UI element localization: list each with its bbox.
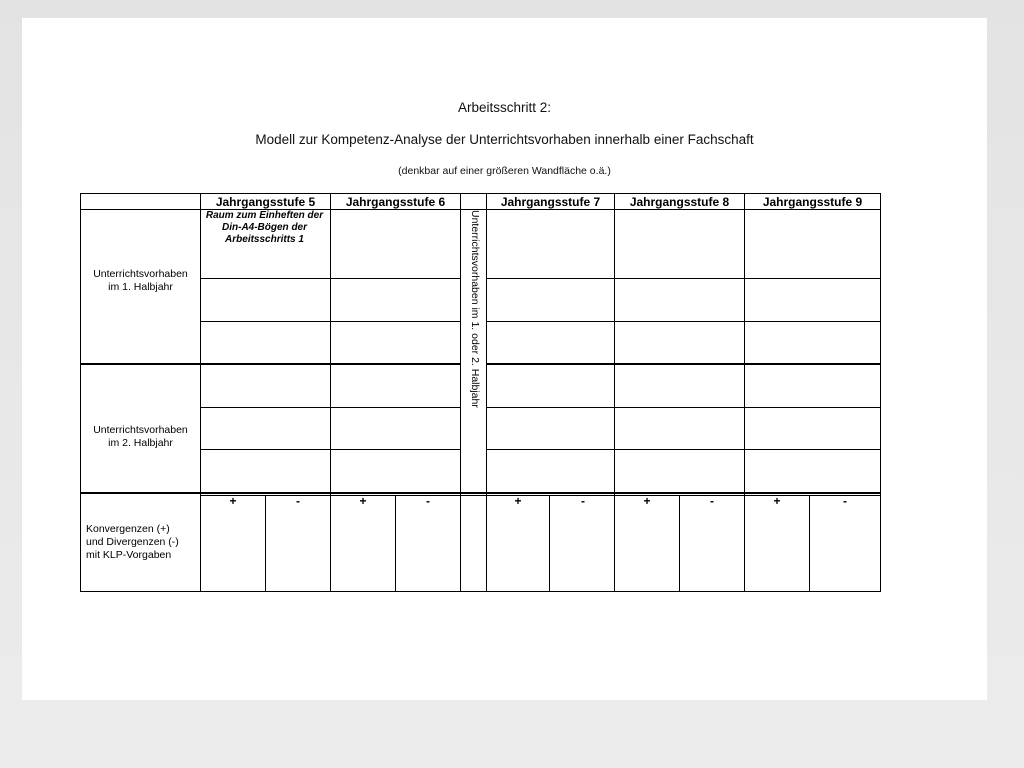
cell-note: Raum zum Einheften der Din-A4-Bögen der Arbeitsschritts 1 <box>205 210 324 245</box>
split-rule <box>549 495 550 592</box>
col-rule <box>460 193 461 592</box>
row-rule <box>486 449 881 450</box>
row-rule <box>486 407 881 408</box>
header-jahrgangsstufe-9: Jahrgangsstufe 9 <box>762 195 863 209</box>
col-rule <box>744 193 745 592</box>
competence-table <box>22 18 987 700</box>
vertical-label: Unterrichtsvorhaben im 1. oder 2. Halbjahr <box>469 210 481 408</box>
table-border-right <box>880 193 881 592</box>
minus-sign: - <box>426 494 430 508</box>
row-rule <box>486 278 881 279</box>
col-rule <box>330 193 331 592</box>
minus-sign: - <box>581 494 585 508</box>
row-rule <box>486 321 881 322</box>
plus-sign: + <box>359 494 367 508</box>
main-title: Modell zur Kompetenz-Analyse der Unterrichtsvorhaben innerhalb einer Fachschaft <box>255 132 754 147</box>
minus-sign: - <box>710 494 714 508</box>
row-label-halbjahr-1: Unterrichtsvorhaben im 1. Halbjahr <box>93 268 188 293</box>
plus-sign: + <box>643 494 651 508</box>
header-jahrgangsstufe-8: Jahrgangsstufe 8 <box>629 195 730 209</box>
split-rule <box>395 495 396 592</box>
split-rule <box>809 495 810 592</box>
step-title: Arbeitsschritt 2: <box>457 100 552 115</box>
plus-sign: + <box>514 494 522 508</box>
document-page <box>22 18 987 700</box>
plus-sign: + <box>773 494 781 508</box>
row-label-konvergenzen: Konvergenzen (+) und Divergenzen (-) mit KLP-Vorgaben <box>86 523 179 561</box>
col-rule <box>200 193 201 592</box>
header-jahrgangsstufe-5: Jahrgangsstufe 5 <box>215 195 316 209</box>
col-rule <box>486 193 487 592</box>
split-rule <box>679 495 680 592</box>
header-jahrgangsstufe-7: Jahrgangsstufe 7 <box>500 195 601 209</box>
plus-sign: + <box>229 494 237 508</box>
subtitle: (denkbar auf einer größeren Wandfläche o.ä.) <box>398 165 611 177</box>
minus-sign: - <box>296 494 300 508</box>
header-jahrgangsstufe-6: Jahrgangsstufe 6 <box>345 195 446 209</box>
table-border-left <box>80 193 81 592</box>
section-rule <box>486 363 881 365</box>
split-rule <box>265 495 266 592</box>
minus-sign: - <box>843 494 847 508</box>
row-label-halbjahr-2: Unterrichtsvorhaben im 2. Halbjahr <box>93 424 188 449</box>
col-rule <box>614 193 615 592</box>
section-rule <box>80 363 460 365</box>
